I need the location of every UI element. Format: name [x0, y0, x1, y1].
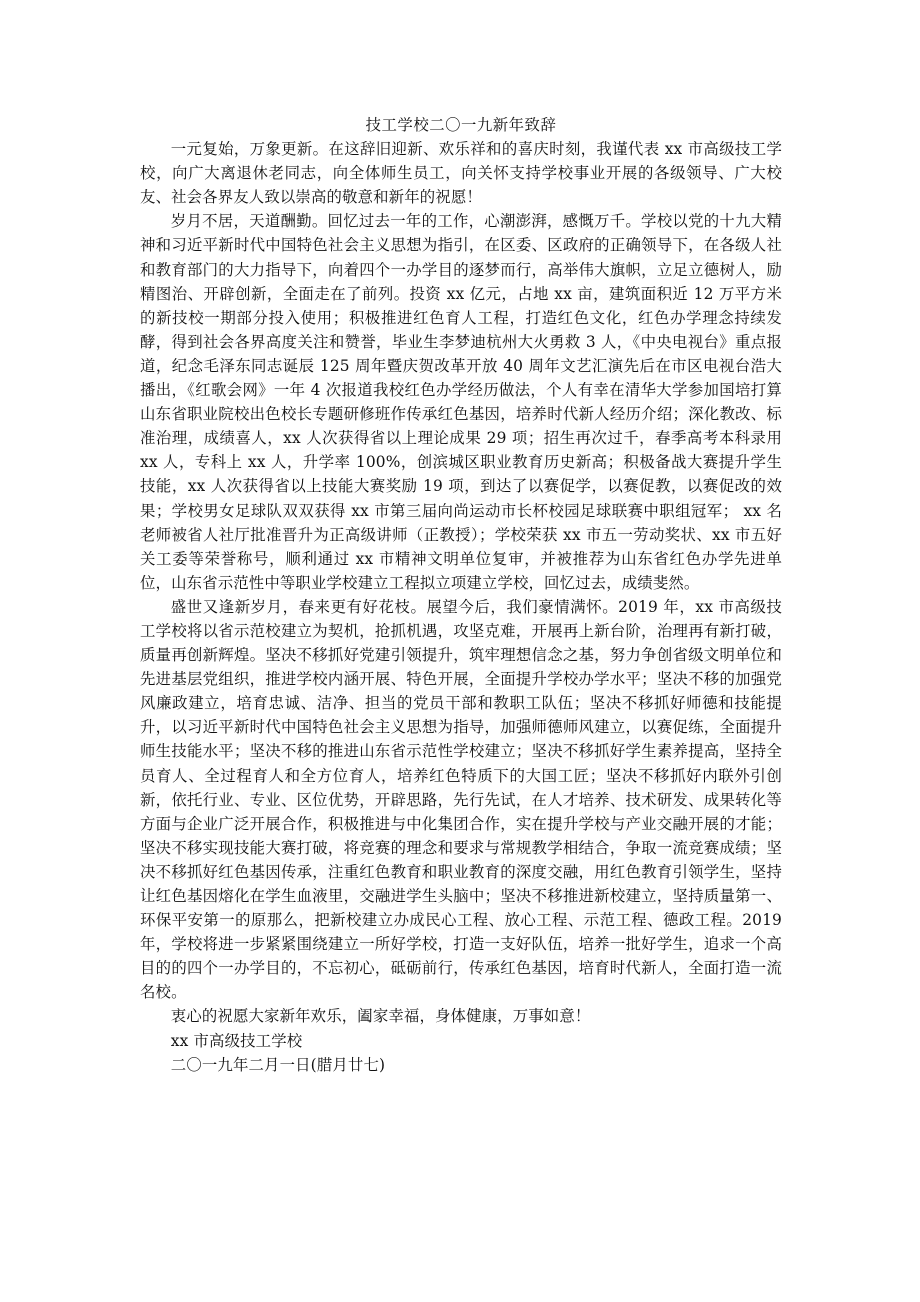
signature-organization: xx 市高级技工学校 [170, 1031, 303, 1050]
signature-date: 二〇一九年二月一日(腊月廿七) [170, 1055, 386, 1074]
document-title: 技工学校二〇一九新年致辞 [365, 116, 557, 134]
paragraph-review: 岁月不居，天道酬勤。回忆过去一年的工作，心潮澎湃，感慨万千。学校以党的十九大精神和习近平新时代中国特色社会主义思想为指引，在区委、区政府的正确领导下，在各级人社和教育部门的大力指导下，向着四个一办学目的逐梦而行，高举伟大旗帜，立足立德树人，励精图治、开辟创新，全面走在了前列。投资 xx 亿元，占地 xx 亩，建筑面积近 12 万平方米的新技校一期部分投入使用；积极推进红色育人工程，打造红色文化，红色办学理念持续发酵，得到社会各界高度关注和赞誉，毕业生李梦迪杭州大火勇救 3 人，《中央电视台》重点报道，纪念毛泽东同志诞辰 125 周年暨庆贺改革开放 40 周年文艺汇演先后在市区电视台浩大播出，《红歌会网》一年 4 次报道我校红色办学经历做法，个人有幸在清华大学参加国培打算山东省职业院校出色校长专题研修班作传承红色基因，培养时代新人经历介绍；深化教改、标准治理，成绩喜人，xx 人次获得省以上理论成果 29 项；招生再次过千，春季高考本科录用 xx 人，专科上 xx 人，升学率 100%，创滨城区职业教育历史新高；积极备战大赛提升学生技能，xx 人次获得省以上技能大赛奖励 19 项，到达了以赛促学，以赛促教，以赛促改的效果；学校男女足球队双双获得 xx 市第三届向尚运动市长杯校园足球联赛中职组冠军； xx 名老师被省人社厅批准晋升为正高级讲师（正教授）；学校荣获 xx 市五一劳动奖状、xx 市五好关工委等荣誉称号，顺利通过 xx 市精神文明单位复审，并被推荐为山东省红色办学先进单位，山东省示范性中等职业学校建立工程拟立项建立学校，回忆过去，成绩斐然。 [140, 212, 782, 592]
paragraph-outlook: 盛世又逢新岁月，春来更有好花枝。展望今后，我们豪情满怀。2019 年，xx 市高级技工学校将以省示范校建立为契机，抢抓机遇，攻坚克难，开展再上新台阶，治理再有新打破，质量再创新辉煌。坚决不移抓好党建引领提升，筑牢理想信念之基，努力争创省级文明单位和先进基层党组织，推进学校内涵开展、特色开展，全面提升学校办学水平；坚决不移的加强党风廉政建立，培育忠诚、洁净、担当的党员干部和教职工队伍；坚决不移抓好师德和技能提升，以习近平新时代中国特色社会主义思想为指导，加强师德师风建立，以赛促练，全面提升师生技能水平；坚决不移的推进山东省示范性学校建立；坚决不移抓好学生素养提高，坚持全员育人、全过程育人和全方位育人，培养红色特质下的大国工匠；坚决不移抓好内联外引创新，依托行业、专业、区位优势，开辟思路，先行先试，在人才培养、技术研发、成果转化等方面与企业广泛开展合作，积极推进与中化集团合作，实在提升学校与产业交融开展的才能；坚决不移实现技能大赛打破，将竞赛的理念和要求与常规教学相结合，争取一流竞赛成绩；坚决不移抓好红色基因传承，注重红色教育和职业教育的深度交融，用红色教育引领学生，坚持让红色基因熔化在学生血液里，交融进学生头脑中；坚决不移推进新校建立，坚持质量第一、环保平安第一的原那么，把新校建立办成民心工程、放心工程、示范工程、德政工程。2019 年，学校将进一步紧紧围绕建立一所好学校，打造一支好队伍，培养一批好学生，追求一个高目的的四个一办学目的，不忘初心，砥砺前行，传承红色基因，培育时代新人，全面打造一流名校。 [140, 597, 782, 1002]
paragraph-wishes: 衷心的祝愿大家新年欢乐，阖家幸福，身体健康，万事如意！ [170, 1007, 591, 1026]
paragraph-greeting: 一元复始，万象更新。在这辞旧迎新、欢乐祥和的喜庆时刻，我谨代表 xx 市高级技工学校，向广大离退休老同志，向全体师生员工，向关怀支持学校事业开展的各级领导、广大校友、社会各界友人致以崇高的敬意和新年的祝愿！ [140, 140, 782, 207]
document-body [140, 113, 782, 1077]
